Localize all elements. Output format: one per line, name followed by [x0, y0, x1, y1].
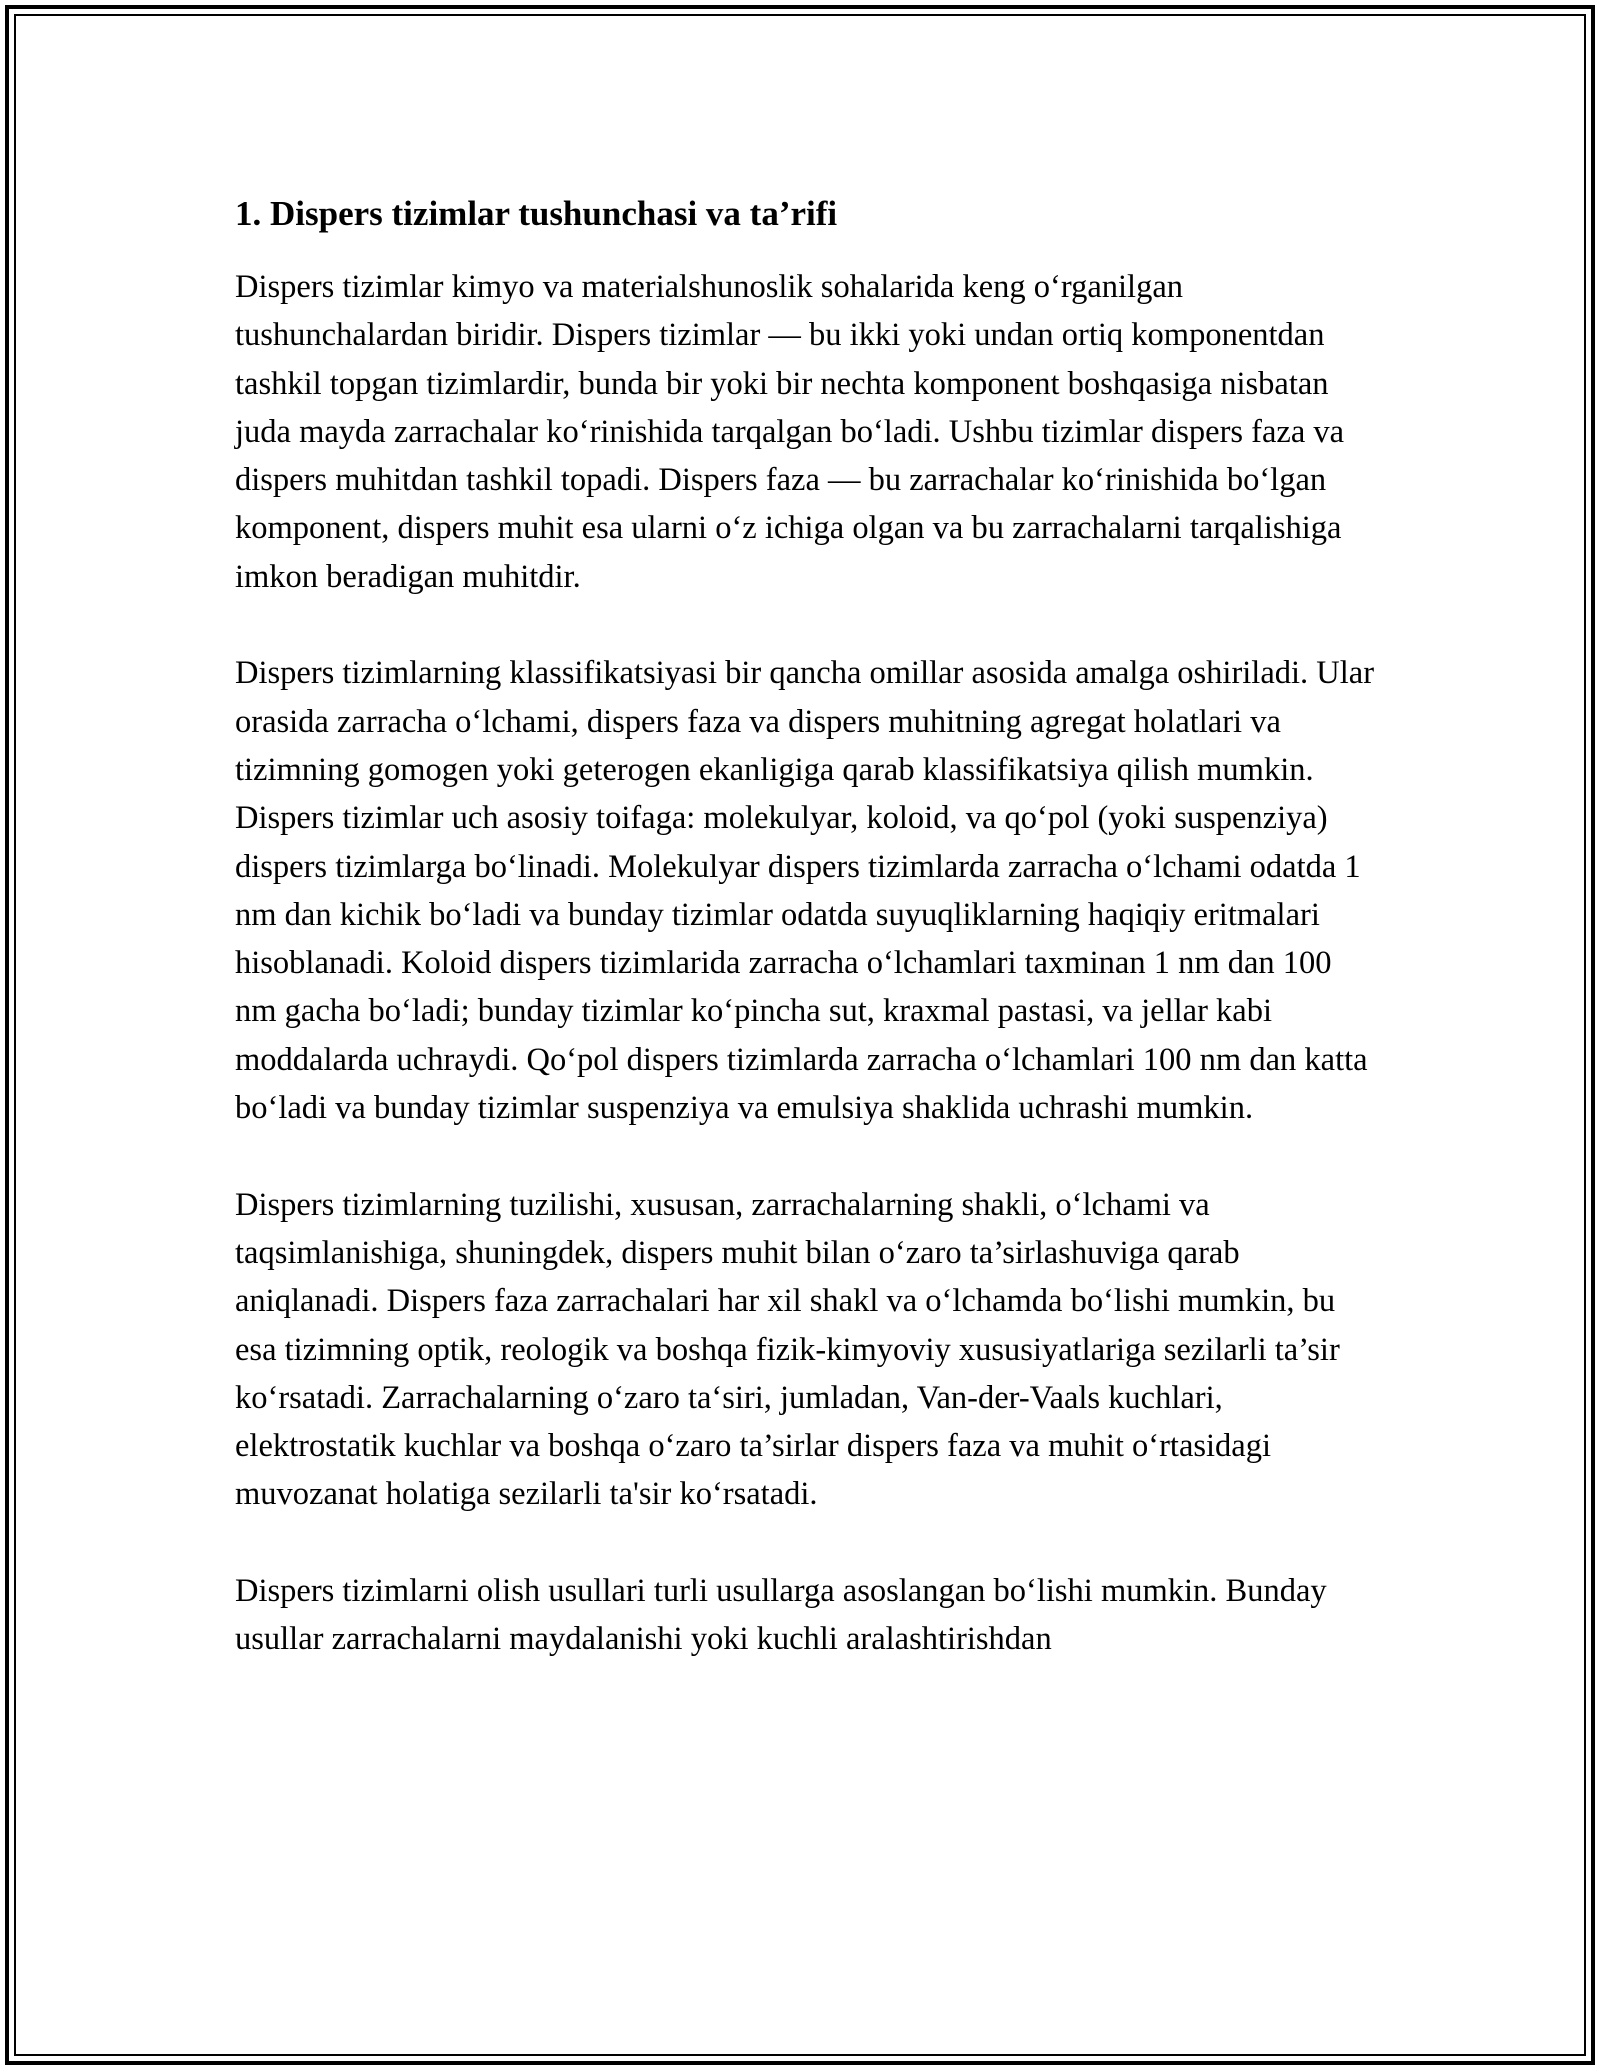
document-body [235, 185, 1375, 1664]
paragraph-definition: Dispers tizimlar kimyo va materialshunoslik sohalarida keng o‘rganilgan tushunchalardan biridir. Dispers tizimlar — bu ikki yoki undan ortiq komponentdan tashkil topgan tizimlardir, bunda bir yoki bir nechta komponent boshqasiga nisbatan juda mayda zarrachalar ko‘rinishida tarqalgan bo‘ladi. Ushbu tizimlar dispers faza va dispers muhitdan tashkil topadi. Dispers faza — bu zarrachalar ko‘rinishida bo‘lgan komponent, dispers muhit esa ularni o‘z ichiga olgan va bu zarrachalarni tarqalishiga imkon beradigan muhitdir. [235, 269, 1345, 595]
paragraph-methods: Dispers tizimlarni olish usullari turli usullarga asoslangan bo‘lishi mumkin. Bunday usullar zarrachalarni maydalanishi yoki kuchli aralashtirishdan [235, 1573, 1327, 1658]
paragraph-classification: Dispers tizimlarning klassifikatsiyasi bir qancha omillar asosida amalga oshiriladi. Ular orasida zarracha o‘lchami, dispers faza va dispers muhitning agregat holatlari va tizimning gomogen yoki geterogen ekanligiga qarab klassifikatsiya qilish mumkin. Dispers tizimlar uch asosiy toifaga: molekulyar, koloid, va qo‘pol (yoki suspenziya) dispers tizimlarga bo‘linadi. Molekulyar dispers tizimlarda zarracha o‘lchami odatda 1 nm dan kichik bo‘ladi va bunday tizimlar odatda suyuqliklarning haqiqiy eritmalari hisoblanadi. Koloid dispers tizimlarida zarracha o‘lchamlari taxminan 1 nm dan 100 nm gacha bo‘ladi; bunday tizimlar ko‘pincha sut, kraxmal pastasi, va jellar kabi moddalarda uchraydi. Qo‘pol dispers tizimlarda zarracha o‘lchamlari 100 nm dan katta bo‘ladi va bunday tizimlar suspenziya va emulsiya shaklida uchrashi mumkin. [235, 655, 1375, 1127]
section-heading: 1. Dispers tizimlar tushunchasi va ta’rifi [235, 194, 838, 233]
paragraph-structure: Dispers tizimlarning tuzilishi, xususan, zarrachalarning shakli, o‘lchami va taqsimlanishiga, shuningdek, dispers muhit bilan o‘zaro ta’sirlashuviga qarab aniqlanadi. Dispers faza zarrachalari har xil shakl va o‘lchamda bo‘lishi mumkin, bu esa tizimning optik, reologik va boshqa fizik-kimyoviy xususiyatlariga sezilarli ta’sir ko‘rsatadi. Zarrachalarning o‘zaro ta‘siri, jumladan, Van-der-Vaals kuchlari, elektrostatik kuchlar va boshqa o‘zaro ta’sirlar dispers faza va muhit o‘rtasidagi muvozanat holatiga sezilarli ta'sir ko‘rsatadi. [235, 1186, 1340, 1513]
